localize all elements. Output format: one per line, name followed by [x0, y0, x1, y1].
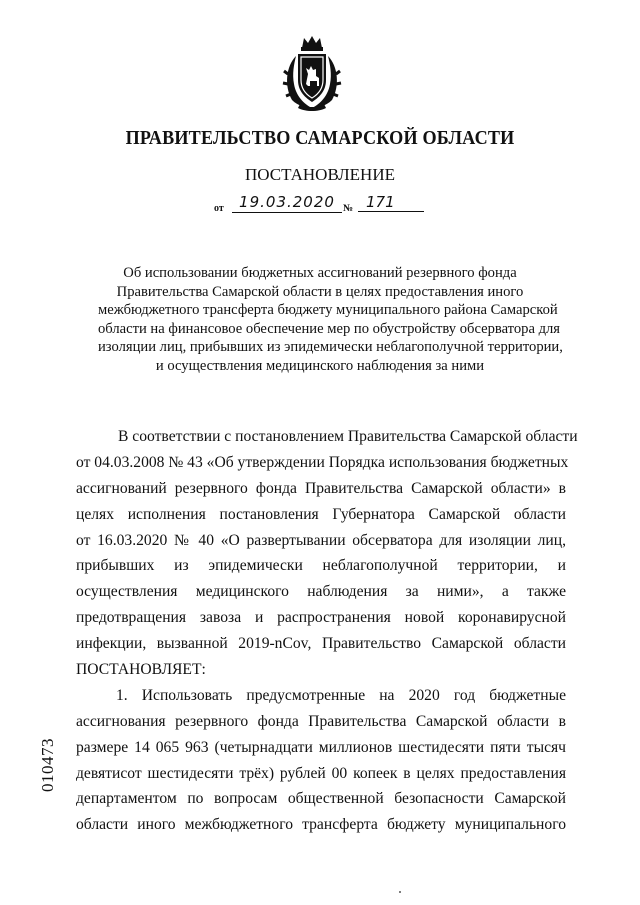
number-label: № [343, 203, 354, 214]
date-label: от [214, 203, 224, 214]
body-line: от 16.03.2020 № 40 «О развертывании обсерватора для изоляции лиц, [76, 531, 566, 549]
body-line: девятисот шестидесяти трёх) рублей 00 копеек в целях предоставления [76, 764, 566, 782]
body-line: В соответствии с постановлением Правительства Самарской области [118, 428, 578, 445]
body-line: прибывших из эпидемически неблагополучной территории, и [76, 557, 566, 575]
body-line: предотвращения завоза и распространения новой коронавирусной [76, 609, 566, 627]
scan-speck [399, 891, 401, 893]
body-line: от 04.03.2008 № 43 «Об утверждении Порядка использования бюджетных [76, 453, 569, 471]
body-line: осуществления медицинского наблюдения за ними», а также [76, 583, 566, 601]
subject-line: Правительства Самарской области в целях предоставления иного [116, 283, 524, 300]
government-name: ПРАВИТЕЛЬСТВО САМАРСКОЙ ОБЛАСТИ [125, 128, 515, 149]
subject-line: Об использовании бюджетных ассигнований резервного фонда [123, 265, 517, 281]
body-line: департаментом по вопросам общественной безопасности Самарской [76, 790, 566, 808]
body-line: размере 14 065 963 (четырнадцати миллионов шестидесяти пяти тысяч [76, 738, 566, 756]
number-value: 171 [358, 193, 424, 212]
body-line: 1. Использовать предусмотренные на 2020 год бюджетные [116, 686, 566, 704]
side-serial-number: 010473 [38, 738, 57, 792]
document-body [76, 424, 578, 838]
body-line: целях исполнения постановления Губернатора Самарской области [76, 505, 566, 523]
subject-line: области на финансовое обеспечение мер по обустройству обсерватора для [98, 320, 561, 337]
body-line: области иного межбюджетного трансферта бюджету муниципального [76, 816, 566, 834]
document-type: ПОСТАНОВЛЕНИЕ [244, 165, 395, 184]
document-subject [98, 264, 563, 376]
subject-line: межбюджетного трансферта бюджету муниципального района Самарской [98, 302, 558, 319]
date-number-line [214, 193, 434, 219]
body-line: инфекции, вызванной 2019-nCov, Правительство Самарской области [76, 635, 566, 653]
body-line: ассигнований резервного фонда Правительства Самарской области» в [76, 479, 566, 497]
subject-line: и осуществления медицинского наблюдения за ними [155, 357, 485, 374]
coat-of-arms-icon [282, 34, 342, 112]
date-value: 19.03.2020 [232, 193, 342, 213]
subject-line: изоляции лиц, прибывших из эпидемически неблагополучной территории, [98, 339, 563, 356]
body-line: ассигнования резервного фонда Правительства Самарской области в [76, 712, 566, 730]
resolution-word: ПОСТАНОВЛЯЕТ: [76, 661, 206, 679]
